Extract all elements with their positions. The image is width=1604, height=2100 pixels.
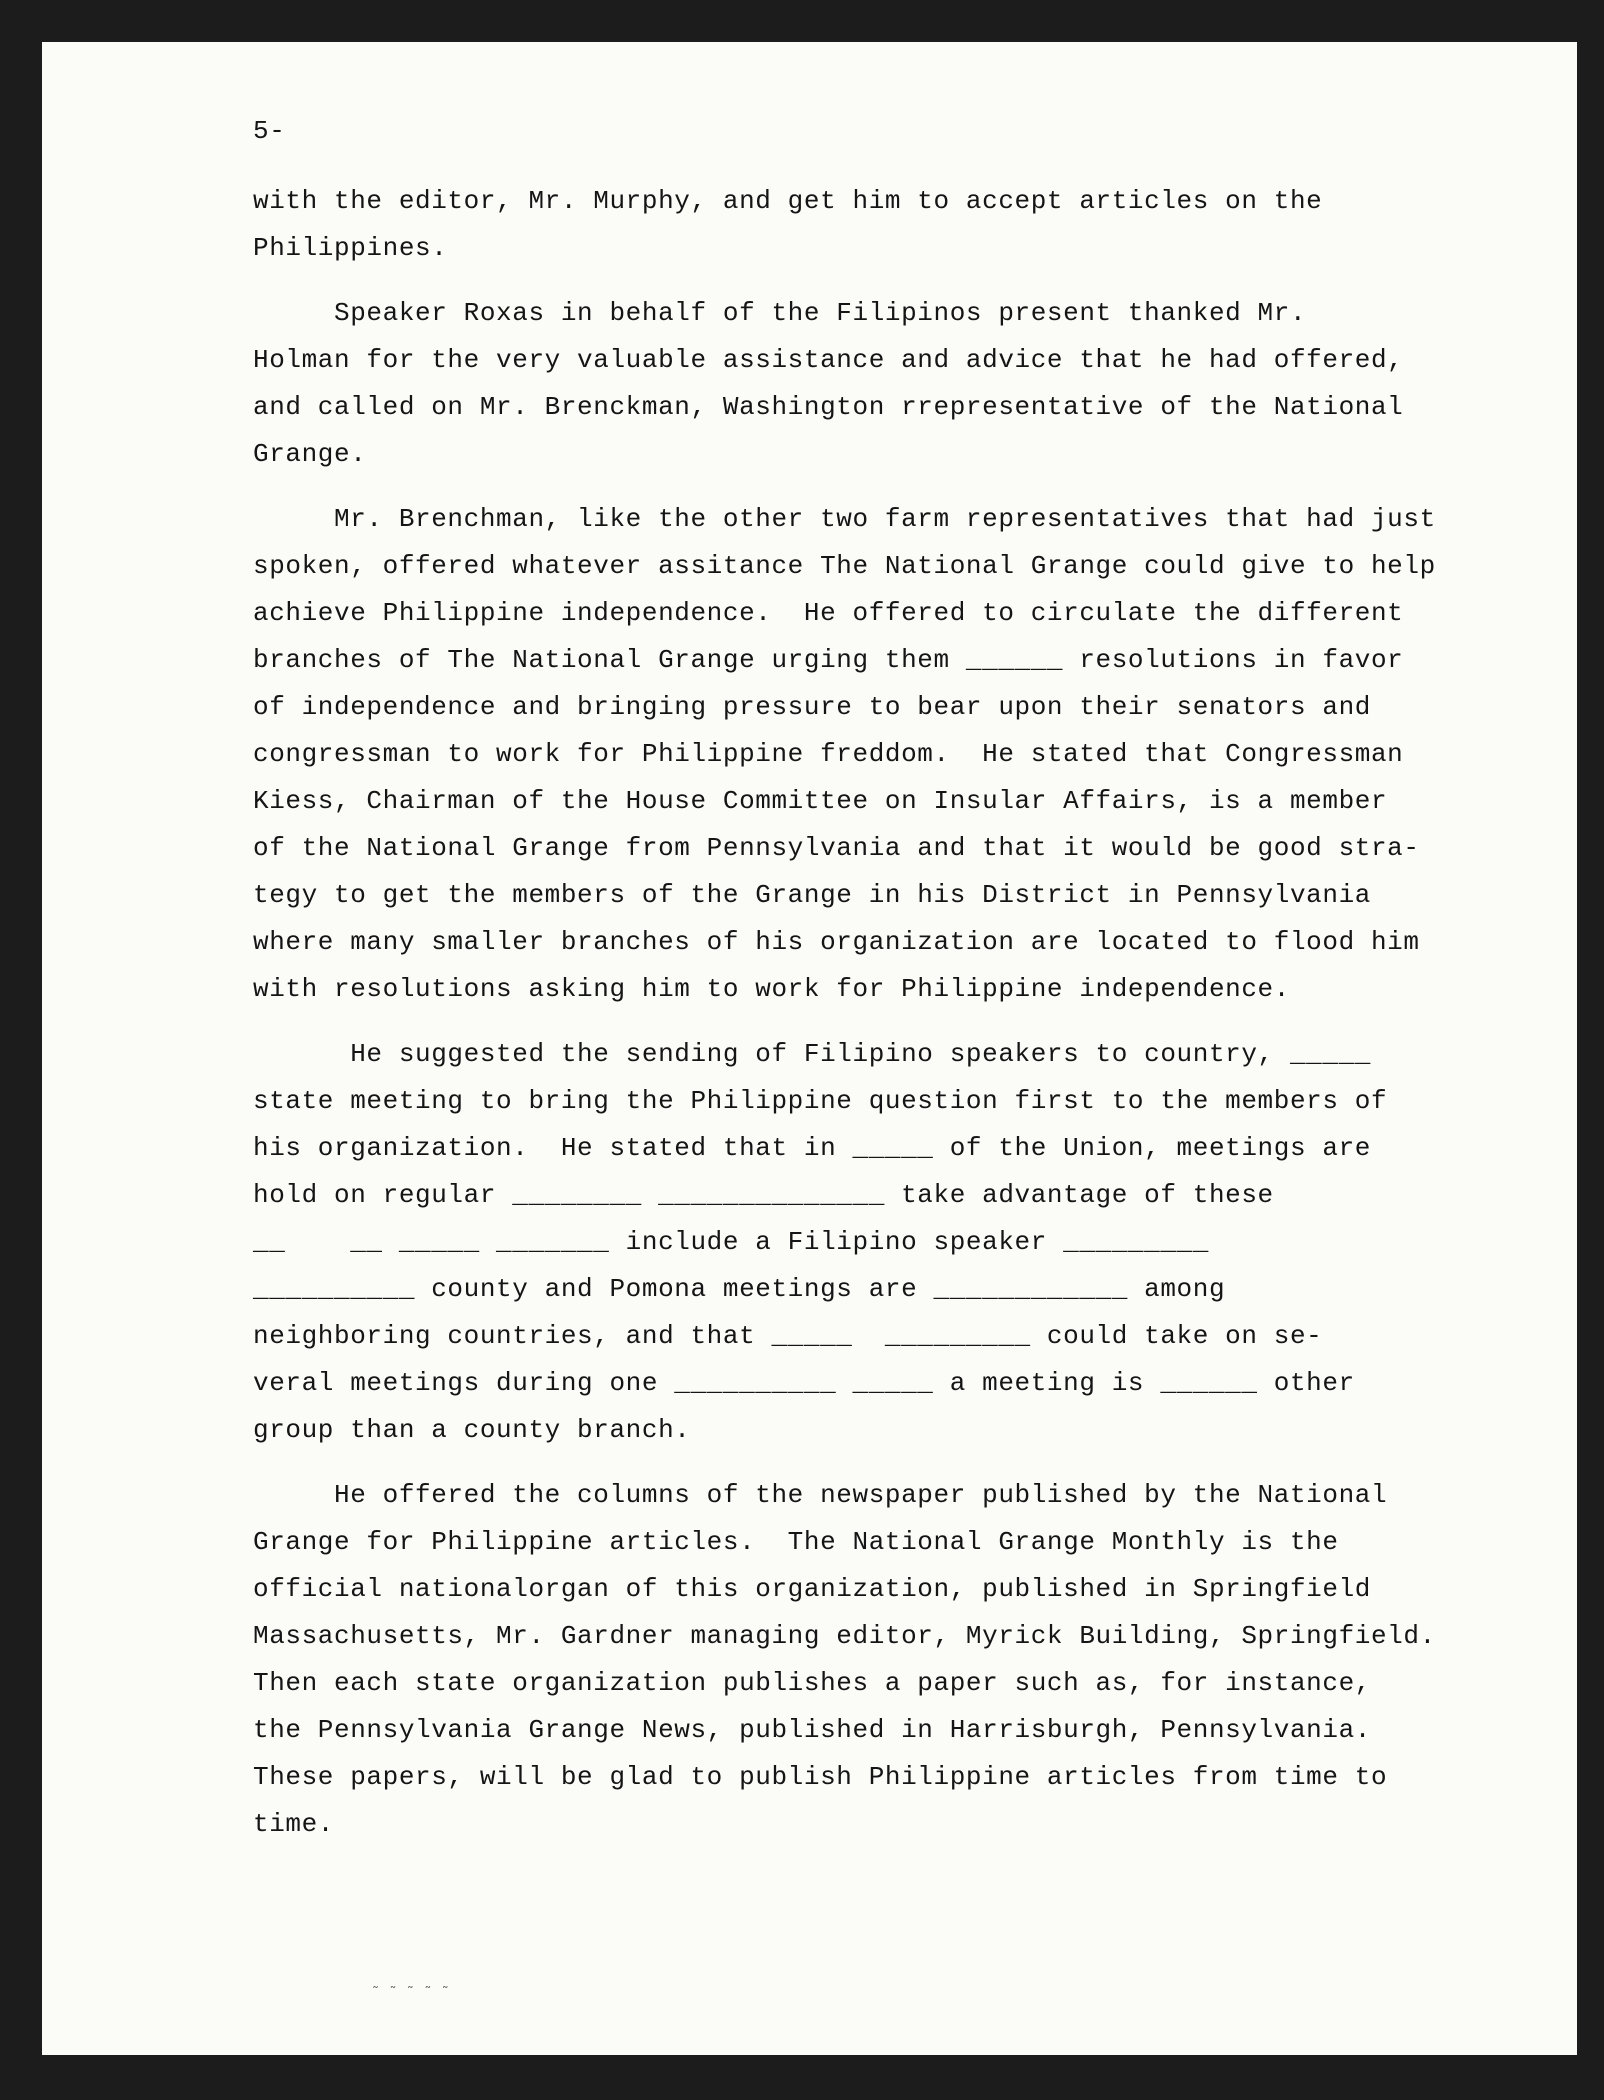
text-line: official nationalorgan of this organization, published in Springfield (253, 1574, 1371, 1604)
text-line: He suggested the sending of Filipino speakers to country, _____ (253, 1039, 1371, 1069)
text-line: Holman for the very valuable assistance and advice that he had offered, (253, 345, 1404, 375)
text-line: He offered the columns of the newspaper published by the National (253, 1480, 1388, 1510)
text-line: __ __ _____ _______ include a Filipino speaker _________ (253, 1227, 1209, 1257)
page-number: 5- (253, 116, 286, 146)
text-line: Grange. (253, 439, 367, 469)
text-line: and called on Mr. Brenckman, Washington rrepresentative of the National (253, 392, 1404, 422)
text-line: tegy to get the members of the Grange in his District in Pennsylvania (253, 880, 1371, 910)
ink-smudge: ˜ ˜ ˜ ˜ ˜ (372, 1985, 452, 2001)
paragraph (253, 1472, 1488, 1848)
paragraph (253, 290, 1488, 478)
text-line: of independence and bringing pressure to bear upon their senators and (253, 692, 1371, 722)
text-line: Grange for Philippine articles. The National Grange Monthly is the (253, 1527, 1339, 1557)
text-line: his organization. He stated that in _____ of the Union, meetings are (253, 1133, 1371, 1163)
text-line: achieve Philippine independence. He offered to circulate the different (253, 598, 1404, 628)
text-line: with the editor, Mr. Murphy, and get him to accept articles on the (253, 186, 1323, 216)
paragraph (253, 1031, 1488, 1454)
text-line: spoken, offered whatever assitance The National Grange could give to help (253, 551, 1436, 581)
text-line: neighboring countries, and that _____ _________ could take on se- (253, 1321, 1323, 1351)
text-line: the Pennsylvania Grange News, published in Harrisburgh, Pennsylvania. (253, 1715, 1371, 1745)
text-line: where many smaller branches of his organization are located to flood him (253, 927, 1420, 957)
typewritten-text (253, 108, 1488, 1848)
paragraph (253, 178, 1488, 272)
text-line: time. (253, 1809, 335, 1839)
text-line: veral meetings during one __________ _____ a meeting is ______ other (253, 1368, 1355, 1398)
text-line: hold on regular ________ ______________ take advantage of these (253, 1180, 1274, 1210)
text-line: with resolutions asking him to work for Philippine independence. (253, 974, 1290, 1004)
text-line: of the National Grange from Pennsylvania and that it would be good stra- (253, 833, 1420, 863)
text-line: __________ county and Pomona meetings are ____________ among (253, 1274, 1226, 1304)
text-line: state meeting to bring the Philippine question first to the members of (253, 1086, 1388, 1116)
text-line: Philippines. (253, 233, 448, 263)
text-line: These papers, will be glad to publish Philippine articles from time to (253, 1762, 1388, 1792)
paragraph (253, 496, 1488, 1013)
text-line: group than a county branch. (253, 1415, 691, 1445)
text-line: Kiess, Chairman of the House Committee on Insular Affairs, is a member (253, 786, 1388, 816)
text-line: Massachusetts, Mr. Gardner managing editor, Myrick Building, Springfield. (253, 1621, 1436, 1651)
text-line: Then each state organization publishes a paper such as, for instance, (253, 1668, 1371, 1698)
text-line: congressman to work for Philippine freddom. He stated that Congressman (253, 739, 1404, 769)
text-line: Speaker Roxas in behalf of the Filipinos present thanked Mr. (253, 298, 1307, 328)
text-line: branches of The National Grange urging them ______ resolutions in favor (253, 645, 1404, 675)
text-line: Mr. Brenchman, like the other two farm representatives that had just (253, 504, 1436, 534)
